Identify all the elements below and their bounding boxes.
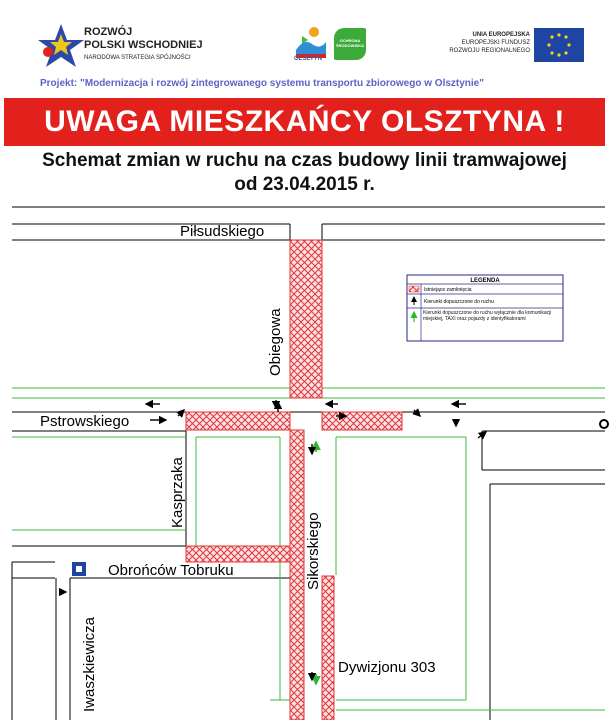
legend-title: LEGENDA [470,278,500,284]
street-obroncow-tobruku: Obrońców Tobruku [108,562,234,579]
olsztyn-label: OLSZTYN [294,56,322,62]
subtitle-line1: Schemat zmian w ruchu na czas budowy linii tramwajowej [42,150,567,171]
warning-banner: UWAGA MIESZKAŃCY OLSZTYNA ! [4,98,605,146]
eu-line3: ROZWOJU REGIONALNEGO [449,48,530,54]
street-obiegowa: Obiegowa [267,308,284,376]
subtitle-line2: od 23.04.2015 r. [234,174,375,195]
logo-line2: POLSKI WSCHODNIEJ [84,39,203,51]
hatch-icon [409,286,419,292]
street-kasprzaka: Kasprzaka [169,457,186,528]
closure-intersection-east [322,412,402,430]
roundabout-marker-icon [600,420,608,428]
street-pstrowskiego: Pstrowskiego [40,413,130,430]
logo-line3: NARODOWA STRATEGIA SPÓJNOŚCI [84,55,191,61]
closure-intersection-west [186,412,290,430]
legend [407,275,563,341]
legend-item-allowed: Kierunki dopuszczone do ruchu [424,299,494,305]
eco-label: OCHRONA ŚRODOWISKA [336,38,364,48]
project-line: Projekt: "Modernizacja i rozwój zintegrowanego systemu transportu zbiorowego w Olsztynie" [40,78,484,89]
street-iwaszkiewicza: Iwaszkiewicza [81,616,98,712]
closure-obroncow [186,546,290,562]
street-pilsudskiego: Piłsudskiego [180,223,265,240]
legend-item-bus-only: Kierunki dopuszczone do ruchu wyłącznie dla komunikacji miejskiej, TAXI oraz pojazdy z identyfikatorami [423,310,552,322]
street-sikorskiego: Sikorskiego [305,512,322,590]
legend-item-closures: Istniejące zamknięcia [424,287,472,293]
street-dywizjonu: Dywizjonu 303 [338,659,436,676]
eu-line1: UNIA EUROPEJSKA [472,32,530,38]
eu-line2: EUROPEJSKI FUNDUSZ [461,40,530,46]
logo-line1: ROZWÓJ [84,26,133,38]
closure-sikorskiego-east [322,576,334,720]
closure-sikorskiego-west [290,430,304,720]
closures [186,240,402,720]
closure-obiegowa [290,240,322,398]
